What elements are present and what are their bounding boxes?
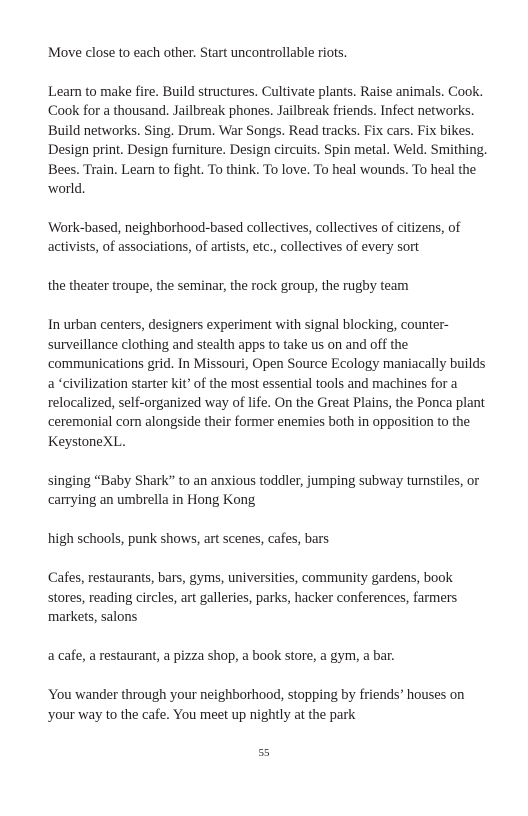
paragraph-urban-centers: In urban centers, designers experiment with signal blocking, counter-surveillance clothing and stealth apps to take us on and off the communications grid. In Missouri, Open Source Ecology maniacally builds a ‘civilization starter kit’ of the most essential tools and machines for a relocalized, self-organized way of life. On the Great Plains, the Ponca plant ceremonial corn alongside their former enemies both in opposition to the KeystoneXL. xyxy=(48,317,486,450)
paragraph-everyday-acts: singing “Baby Shark” to an anxious toddler, jumping subway turnstiles, or carrying an umbrella in Hong Kong xyxy=(48,472,480,509)
paragraph-scenes: high schools, punk shows, art scenes, cafes, bars xyxy=(48,531,329,548)
paragraph-skills: Learn to make fire. Build structures. Cultivate plants. Raise animals. Cook. Cook for a thousand. Jailbreak phones. Jailbreak friends. Infect networks. Build networks. Sing. Drum. War Songs. Read tracks. Fix cars. Fix bikes. Design print. Design furniture. Design circuits. Spin metal. Weld. Smithing. Bees. Train. Learn to fight. To think. To love. To heal wounds. To heal the world. xyxy=(48,84,488,198)
page-number: 55 xyxy=(258,747,270,759)
page-body xyxy=(48,44,488,725)
paragraph-groups: the theater troupe, the seminar, the rock group, the rugby team xyxy=(48,278,409,295)
paragraph-collectives: Work-based, neighborhood-based collectives, collectives of citizens, of activists, of associations, of artists, etc., collectives of every sort xyxy=(48,220,461,256)
paragraph-neighborhood: You wander through your neighborhood, stopping by friends’ houses on your way to the cafe. You meet up nightly at the park xyxy=(48,687,465,723)
paragraph-shops: a cafe, a restaurant, a pizza shop, a book store, a gym, a bar. xyxy=(48,648,395,665)
paragraph-places: Cafes, restaurants, bars, gyms, universities, community gardens, book stores, reading circles, art galleries, parks, hacker conferences, farmers markets, salons xyxy=(48,570,458,626)
paragraph-riots: Move close to each other. Start uncontrollable riots. xyxy=(48,45,348,61)
